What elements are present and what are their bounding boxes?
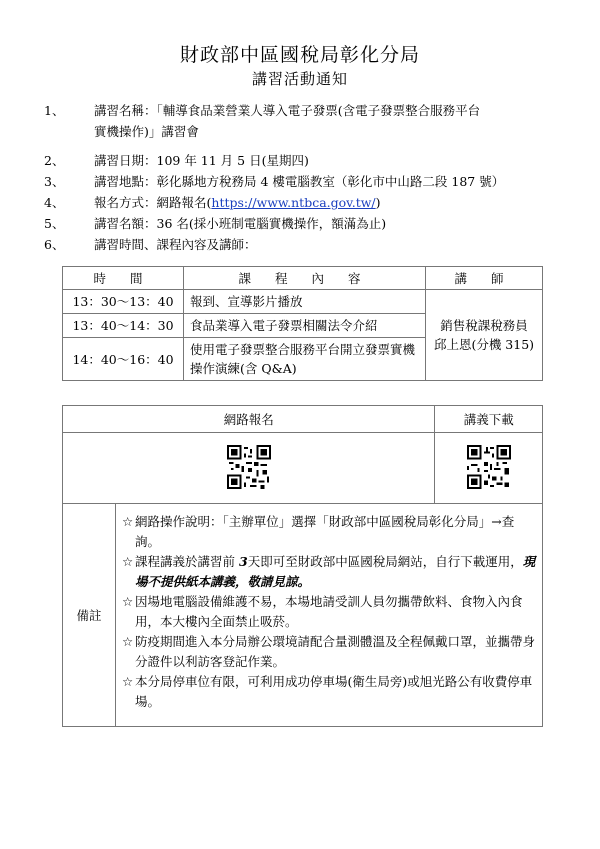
schedule-content: 報到、宣導影片播放 [184,290,426,314]
schedule-table [62,266,543,381]
item-text-suffix: ) [375,195,381,210]
item-text-continued: 實機操作)」講習會 [94,124,199,139]
page-subtitle: 講習活動通知 [251,70,348,88]
schedule-time: 13：40～14：30 [63,314,184,338]
item-text: 講習時間、課程內容及講師： [94,237,257,252]
note-emphasis: 現場不提供紙本講義，敬請見諒。 [135,554,536,589]
list-item [44,213,564,234]
info-list [44,100,564,255]
column-header-content: 課 程 內 容 [184,267,426,290]
note-text: 本分局停車位有限，可利用成功停車場(衛生局旁)或旭光路公有收費停車場。 [135,674,533,709]
download-qr-code[interactable] [467,445,511,489]
schedule-content: 食品業導入電子發票相關法令介紹 [184,314,426,338]
item-number: 1、 [44,103,65,118]
list-item [122,632,536,672]
star-icon: ☆ [122,554,134,569]
list-item [44,234,564,255]
note-label: 備註 [63,504,116,727]
star-icon: ☆ [122,514,134,529]
note-text: 天即可至財政部中區國稅局網站，自行下載運用， [247,554,523,569]
list-item [122,672,536,712]
column-header-time: 時 間 [63,267,184,290]
item-text: 講習名稱：「輔導食品業營業人導入電子發票(含電子發票整合服務平台 [94,103,481,118]
schedule-time: 14：40～16：40 [63,338,184,381]
column-header-download: 講義下載 [435,406,543,433]
list-item [44,192,564,213]
note-emphasis: 3 [238,554,248,569]
list-item [122,552,536,592]
list-item [44,171,564,192]
item-text: 講習地點：彰化縣地方稅務局 4 樓電腦教室（彰化市中山路二段 187 號） [94,174,505,189]
schedule-content: 使用電子發票整合服務平台開立發票實機操作演練(含 Q&A) [184,338,426,381]
item-text: 講習日期：109 年 11 月 5 日(星期四) [94,153,309,168]
item-text: 報名方式：網路報名( [94,195,212,210]
star-icon: ☆ [122,674,134,689]
item-number: 6、 [44,237,65,252]
item-number: 2、 [44,153,65,168]
list-item [122,592,536,632]
list-item [44,150,564,171]
schedule-time: 13：30～13：40 [63,290,184,314]
item-number: 3、 [44,174,65,189]
star-icon: ☆ [122,634,134,649]
column-header-registration: 網路報名 [63,406,435,433]
notes-cell [116,504,543,727]
note-text: 課程講義於講習前 [135,554,239,569]
note-text: 因場地電腦設備維護不易，本場地請受訓人員勿攜帶飲料、食物入內食用，本大樓內全面禁止吸菸。 [135,594,523,629]
item-number: 5、 [44,216,65,231]
column-header-teacher: 講 師 [426,267,543,290]
note-text: 網路操作說明：「主辦單位」選擇「財政部中區國稅局彰化分局」→查詢。 [135,514,515,549]
note-text: 防疫期間進入本分局辦公環境請配合量測體溫及全程佩戴口罩，並攜帶身分證件以利訪客登記作業。 [135,634,536,669]
item-text: 講習名額：36 名(採小班制電腦實機操作，額滿為止) [94,216,387,231]
registration-link[interactable]: https://www.ntbca.gov.tw/ [211,195,376,210]
star-icon: ☆ [122,594,134,609]
list-item [44,100,564,142]
registration-qr-code[interactable] [227,445,271,489]
table-row [63,290,543,314]
item-number: 4、 [44,195,65,210]
page-title: 財政部中區國稅局彰化分局 [179,44,420,66]
list-item [122,512,536,552]
schedule-teacher: 銷售稅課稅務員 邱上恩(分機 315) [426,290,543,381]
registration-table [62,405,543,727]
